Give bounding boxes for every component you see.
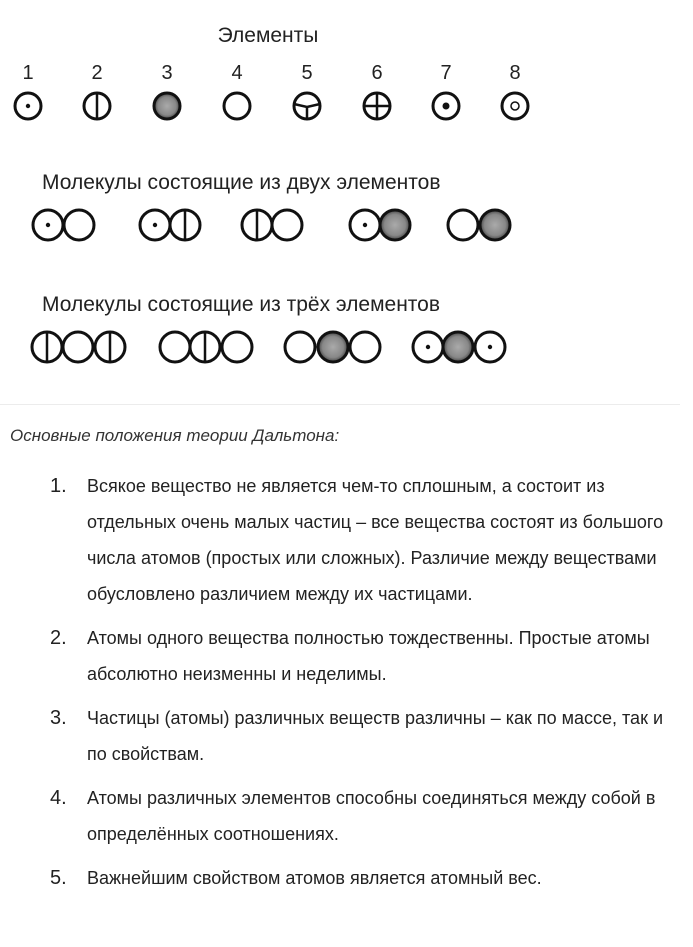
atom-vline-icon xyxy=(242,210,272,240)
atom-empty-icon xyxy=(63,332,93,362)
element-number: 5 xyxy=(301,62,313,84)
atom-star-icon xyxy=(433,93,459,119)
atom-empty-icon xyxy=(64,210,94,240)
list-item: 3. Частицы (атомы) различных веществ различны – как по массе, так и по свойствам. xyxy=(50,707,663,764)
atom-dot-icon xyxy=(413,332,443,362)
list-item: 2. Атомы одного вещества полностью тождественны. Простые атомы абсолютно неизменны и неделимы. xyxy=(50,627,650,684)
atom-vline-icon xyxy=(32,332,62,362)
three-element-molecule xyxy=(160,332,252,362)
two-element-molecule xyxy=(33,210,94,240)
atom-empty-icon xyxy=(285,332,315,362)
element-number: 6 xyxy=(371,62,383,84)
list-item: 5. Важнейшим свойством атомов является атомный вес. xyxy=(50,867,542,889)
element-number: 3 xyxy=(161,62,173,84)
list-item: 1. Всякое вещество не является чем-то сплошным, а состоит из отдельных очень малых частиц – все вещества состоят из большого числа атомов (простых или сложных). Различие между веществами обусловлено различием между их частицами. xyxy=(50,475,664,604)
atom-trisect-icon xyxy=(294,93,320,119)
atom-dot-icon xyxy=(15,93,41,119)
atom-cross-icon xyxy=(364,93,390,119)
atom-empty-icon xyxy=(222,332,252,362)
element-number: 4 xyxy=(231,62,243,84)
three-element-title: Молекулы состоящие из трёх элементов xyxy=(42,293,441,316)
atom-filled-icon xyxy=(380,210,410,240)
three-element-molecule xyxy=(285,332,380,362)
atom-empty-icon xyxy=(224,93,250,119)
list-item: 4. Атомы различных элементов способны соединяться между собой в определённых соотношениях. xyxy=(50,787,656,844)
three-element-molecule xyxy=(413,332,505,362)
atom-filled-icon xyxy=(480,210,510,240)
atom-dot-icon xyxy=(33,210,63,240)
two-element-molecule xyxy=(350,210,410,240)
dalton-symbols-diagram xyxy=(0,0,693,400)
atom-dot-icon xyxy=(475,332,505,362)
two-element-molecule xyxy=(140,210,200,240)
atom-vline-icon xyxy=(190,332,220,362)
atom-filled-icon xyxy=(154,93,180,119)
elements-title: Элементы xyxy=(217,24,319,47)
atom-filled-icon xyxy=(318,332,348,362)
postulates-list xyxy=(0,468,693,904)
atom-dot-icon xyxy=(140,210,170,240)
atom-empty-icon xyxy=(272,210,302,240)
atom-empty-icon xyxy=(160,332,190,362)
element-number: 1 xyxy=(22,62,34,84)
two-element-molecule xyxy=(448,210,510,240)
element-number: 2 xyxy=(91,62,103,84)
two-element-molecule xyxy=(242,210,302,240)
intro-text: Основные положения теории Дальтона: xyxy=(10,426,340,445)
atom-empty-icon xyxy=(448,210,478,240)
atom-ring-icon xyxy=(502,93,528,119)
atom-filled-icon xyxy=(443,332,473,362)
element-number: 7 xyxy=(440,62,452,84)
element-number: 8 xyxy=(509,62,521,84)
atom-dot-icon xyxy=(350,210,380,240)
atom-vline-icon xyxy=(84,93,110,119)
atom-vline-icon xyxy=(95,332,125,362)
atom-empty-icon xyxy=(350,332,380,362)
two-element-title: Молекулы состоящие из двух элементов xyxy=(42,171,441,194)
divider xyxy=(0,404,680,405)
atom-vline-icon xyxy=(170,210,200,240)
three-element-molecule xyxy=(32,332,125,362)
